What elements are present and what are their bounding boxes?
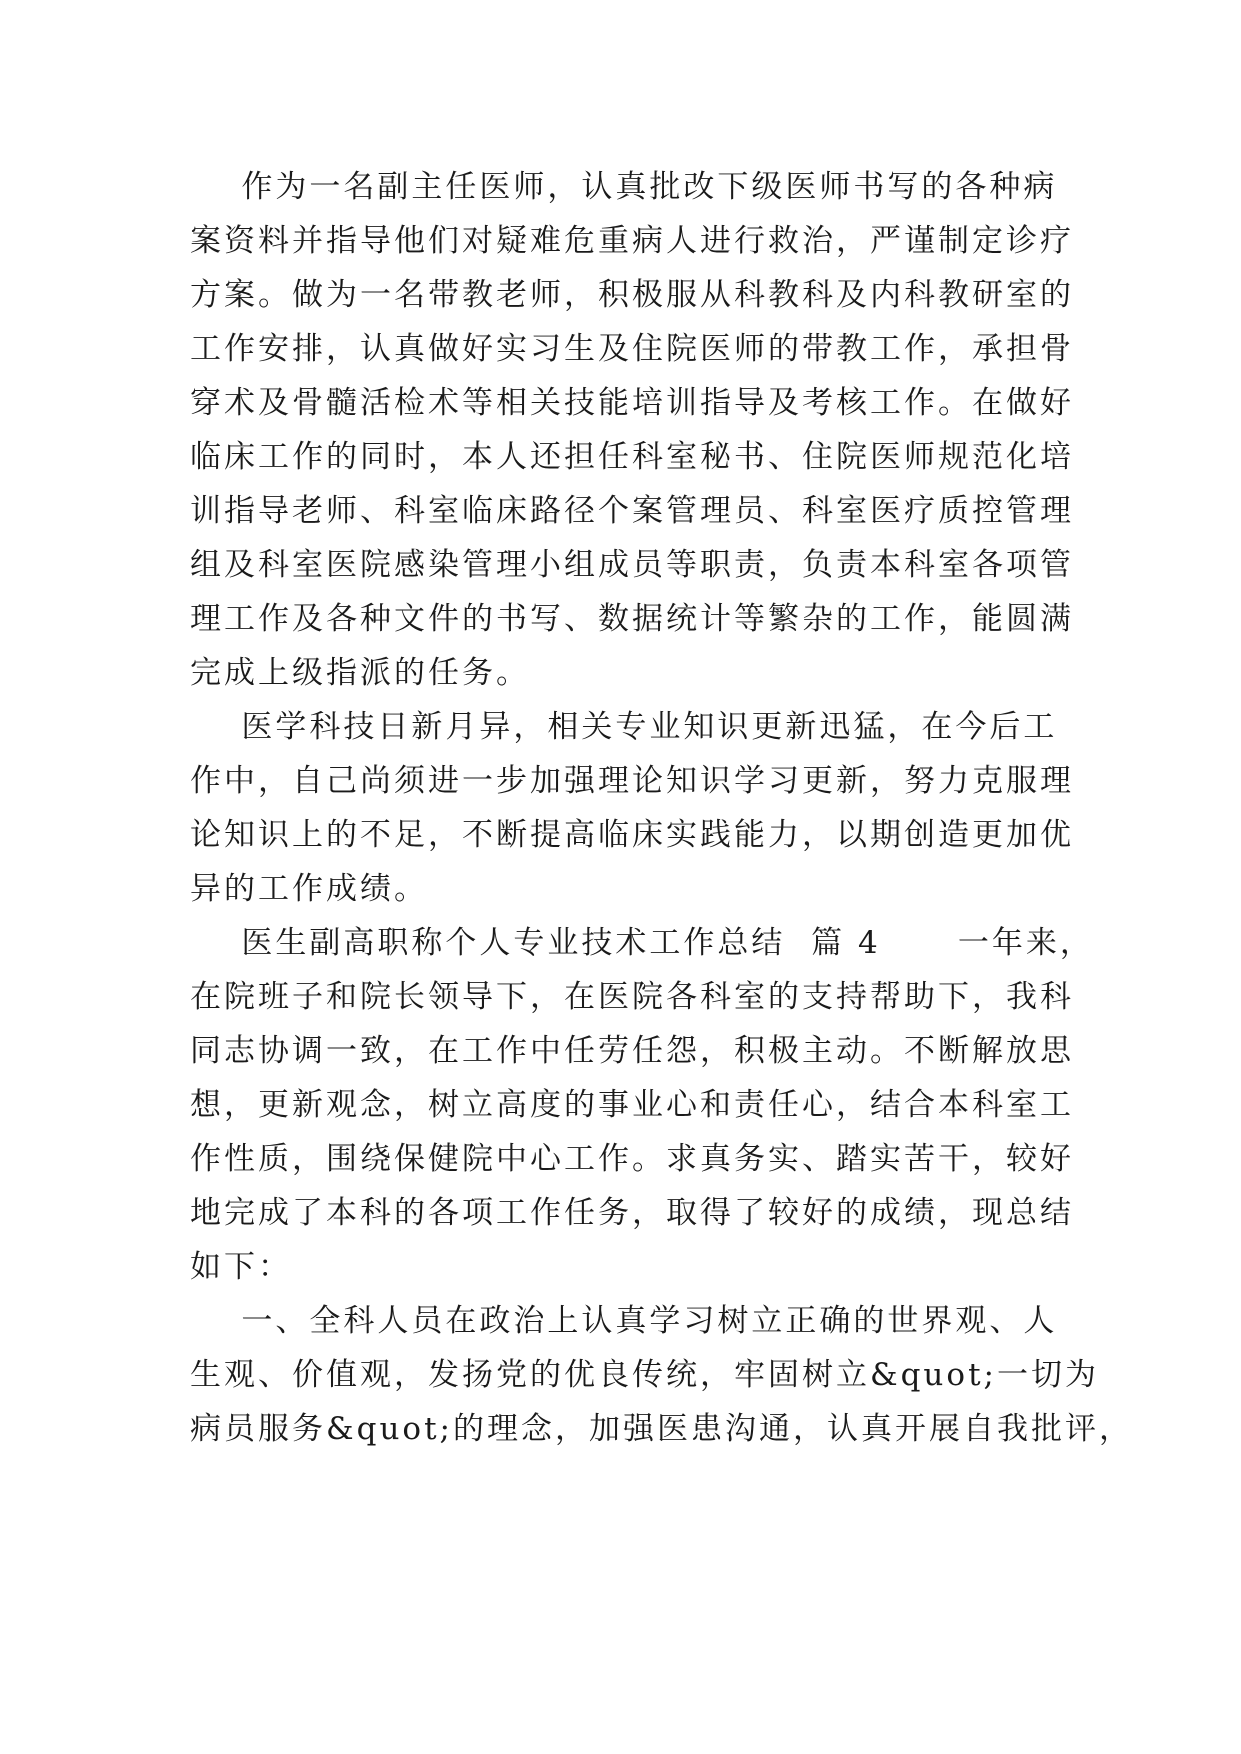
text-line: 理工作及各种文件的书写、数据统计等繁杂的工作，能圆满 <box>190 601 1074 637</box>
text-line: 如下： <box>190 1249 292 1285</box>
text-line: 作为一名副主任医师，认真批改下级医师书写的各种病 <box>190 169 1058 205</box>
text-line: 地完成了本科的各项工作任务，取得了较好的成绩，现总结 <box>190 1195 1074 1231</box>
text-line: 同志协调一致，在工作中任劳任怨，积极主动。不断解放思 <box>190 1033 1074 1069</box>
text-line: 论知识上的不足，不断提高临床实践能力，以期创造更加优 <box>190 817 1074 853</box>
text-line: 临床工作的同时，本人还担任科室秘书、住院医师规范化培 <box>190 439 1074 475</box>
text-line: 作中，自己尚须进一步加强理论知识学习更新，努力克服理 <box>190 763 1074 799</box>
text-line: 生观、价值观，发扬党的优良传统，牢固树立&quot;一切为 <box>190 1357 1099 1393</box>
text-line: 作性质，围绕保健院中心工作。求真务实、踏实苦干，较好 <box>190 1141 1074 1177</box>
text-line: 医学科技日新月异，相关专业知识更新迅猛，在今后工 <box>190 709 1058 745</box>
text-line: 案资料并指导他们对疑难危重病人进行救治，严谨制定诊疗 <box>190 223 1074 259</box>
text-line: 组及科室医院感染管理小组成员等职责，负责本科室各项管 <box>190 547 1074 583</box>
text-line: 病员服务&quot;的理念，加强医患沟通，认真开展自我批评， <box>190 1411 1133 1447</box>
document-body <box>190 160 1133 1456</box>
text-line: 异的工作成绩。 <box>190 871 428 907</box>
text-line: 在院班子和院长领导下，在医院各科室的支持帮助下，我科 <box>190 979 1074 1015</box>
text-line: 完成上级指派的任务。 <box>190 655 530 691</box>
text-line: 工作安排，认真做好实习生及住院医师的带教工作，承担骨 <box>190 331 1074 367</box>
text-line: 穿术及骨髓活检术等相关技能培训指导及考核工作。在做好 <box>190 385 1074 421</box>
text-line: 训指导老师、科室临床路径个案管理员、科室医疗质控管理 <box>190 493 1074 529</box>
section-heading-line: 医生副高职称个人专业技术工作总结 篇 4 一年来， <box>190 925 1094 961</box>
text-line: 想，更新观念，树立高度的事业心和责任心，结合本科室工 <box>190 1087 1074 1123</box>
text-line: 一、全科人员在政治上认真学习树立正确的世界观、人 <box>190 1303 1058 1339</box>
text-line: 方案。做为一名带教老师，积极服从科教科及内科教研室的 <box>190 277 1074 313</box>
